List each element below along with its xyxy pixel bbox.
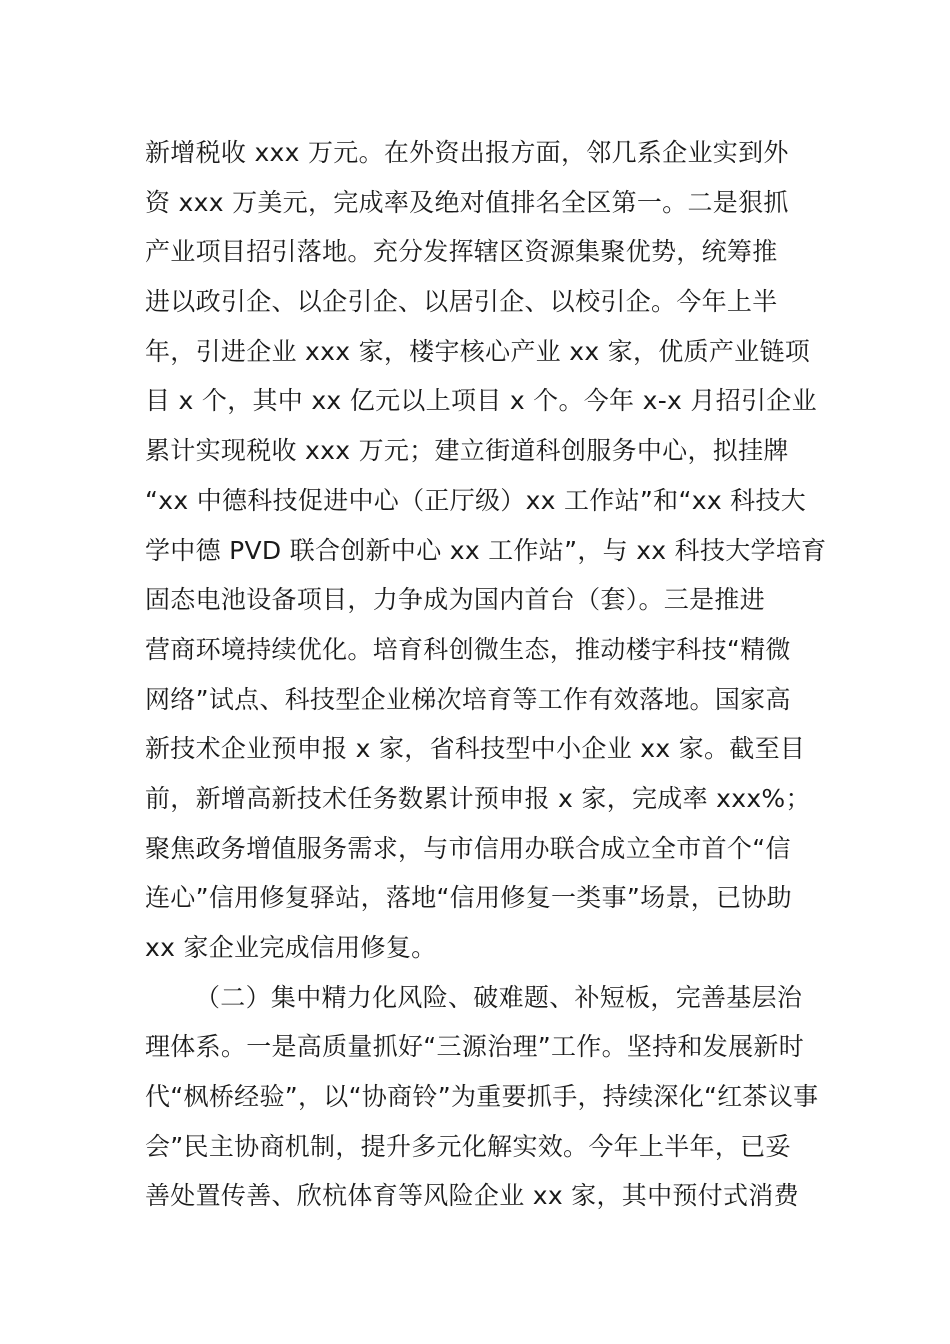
text-line: 善处置传善、欣杭体育等风险企业 xx 家，其中预付式消费 [145,1181,799,1211]
text-line: 固态电池设备项目，力争成为国内首台（套）。三是推进 [145,585,766,615]
body-text [145,128,827,1221]
text-line: 学中德 PVD 联合创新中心 xx 工作站”，与 xx 科技大学培育 [145,535,827,565]
text-line: xx 家企业完成信用修复。 [145,933,437,962]
text-line: 累计实现税收 xxx 万元；建立街道科创服务中心，拟挂牌 [145,436,789,466]
text-line: 营商环境持续优化。培育科创微生态，推动楼宇科技“精微 [145,634,791,664]
text-line: 代“枫桥经验”，以“协商铃”为重要抓手，持续深化“红茶议事 [145,1082,819,1112]
text-line: 新增税收 xxx 万元。在外资出报方面，邻几系企业实到外 [145,138,789,167]
text-line: 理体系。一是高质量抓好“三源治理”工作。坚持和发展新时 [145,1032,805,1062]
text-line: “xx 中德科技促进中心（正厅级）xx 工作站”和“xx 科技大 [145,485,807,515]
text-line: 产业项目招引落地。充分发挥辖区资源集聚优势，统筹推 [145,237,778,267]
text-line: 年，引进企业 xxx 家，楼宇核心产业 xx 家，优质产业链项 [145,336,811,366]
text-line: 聚焦政务增值服务需求，与市信用办联合成立全市首个“信 [145,833,791,863]
text-line: 目 x 个，其中 xx 亿元以上项目 x 个。今年 x-x 月招引企业 [145,386,817,416]
section-heading-line: （二）集中精力化风险、破难题、补短板，完善基层治 [195,982,803,1012]
text-line: 新技术企业预申报 x 家，省科技型中小企业 xx 家。截至目 [145,734,806,764]
text-line: 网络”试点、科技型企业梯次培育等工作有效落地。国家高 [145,684,791,714]
text-line: 连心”信用修复驿站，落地“信用修复一类事”场景，已协助 [145,883,792,913]
text-line: 资 xxx 万美元，完成率及绝对值排名全区第一。二是狠抓 [145,187,789,217]
text-line: 进以政引企、以企引企、以居引企、以校引企。今年上半 [145,287,778,317]
text-line: 会”民主协商机制，提升多元化解实效。今年上半年，已妥 [145,1131,791,1161]
text-line: 前，新增高新技术任务数累计预申报 x 家，完成率 xxx%； [145,783,811,813]
